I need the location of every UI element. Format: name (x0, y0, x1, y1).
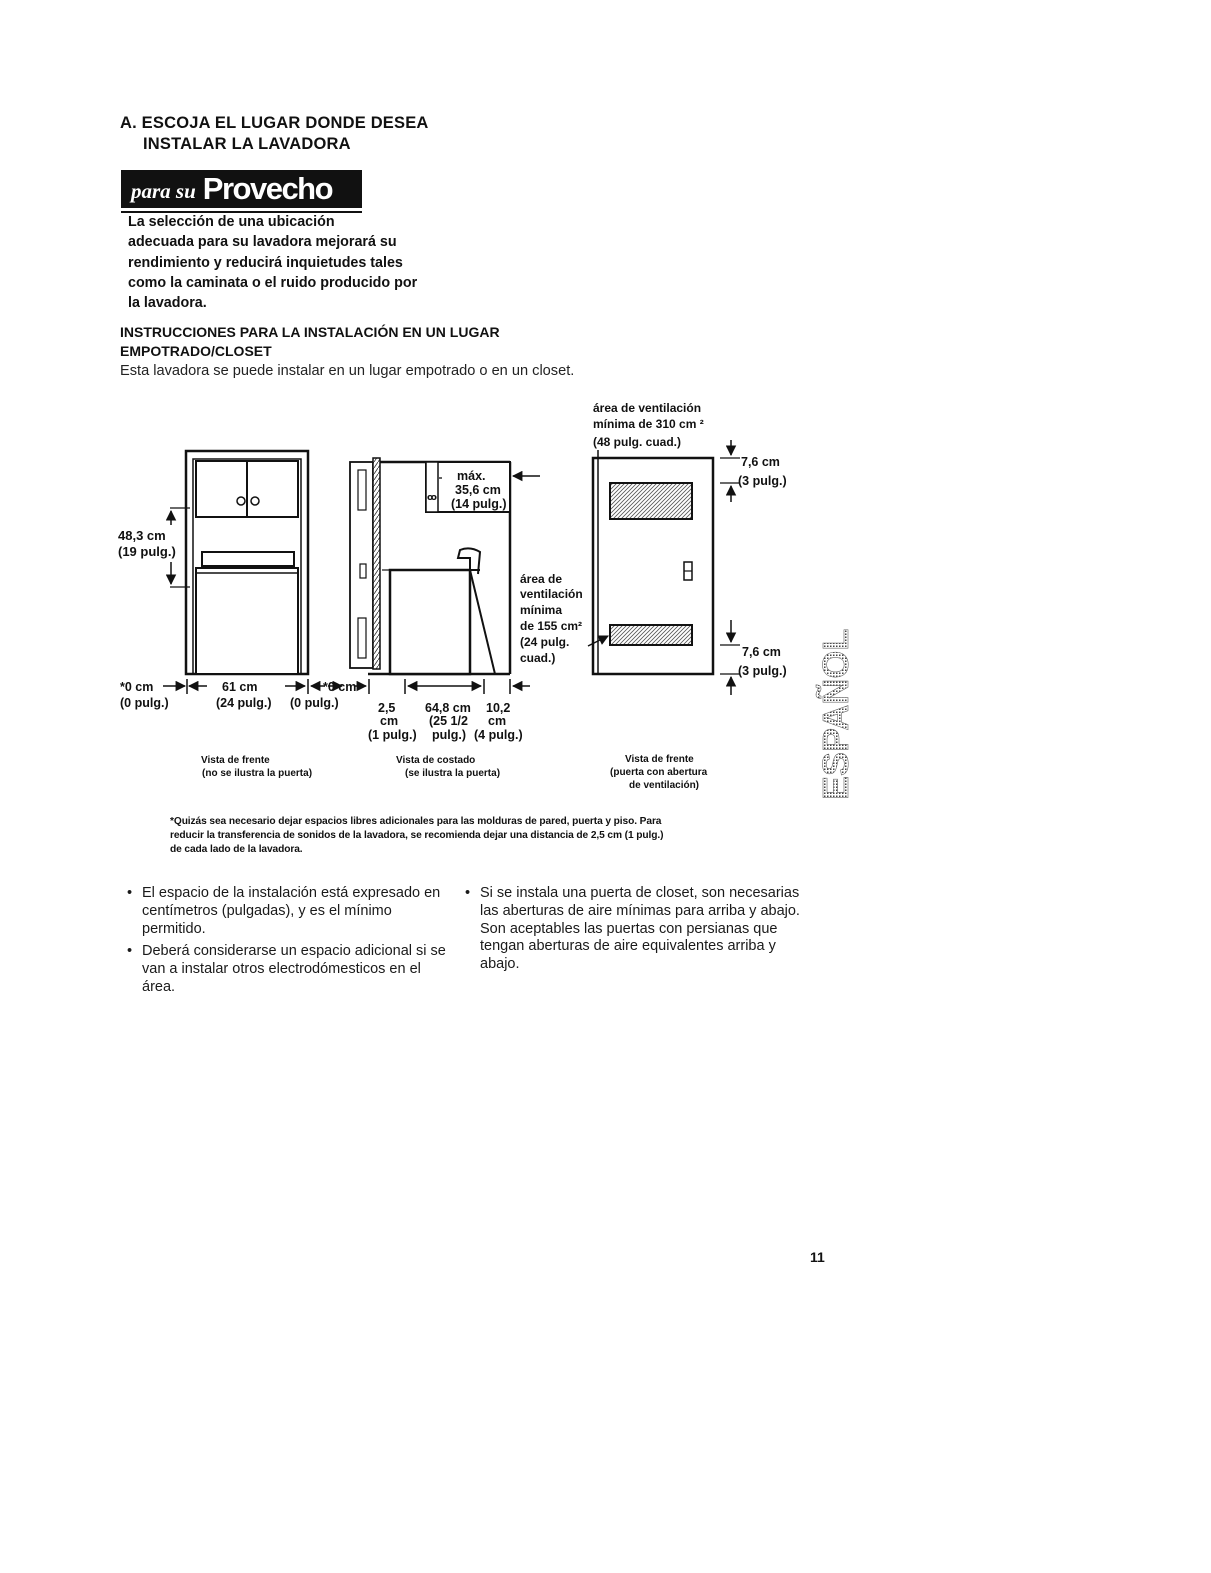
section-title (120, 113, 429, 155)
footnote-line: reducir la transferencia de sonidos de la lavadora, se recomienda dejar una distancia de 2,5 cm (1 pulg.) (170, 830, 664, 841)
side-tab-label: ESPAÑOL (815, 628, 856, 800)
intro-line: La selección de una ubicación (128, 214, 335, 230)
language-side-tab (812, 605, 862, 805)
footnote (170, 815, 770, 857)
door-top-cm: 7,6 cm (741, 455, 780, 469)
badge-strong-text: Provecho (202, 171, 333, 206)
installation-diagram (110, 390, 810, 800)
instructions-body: Esta lavadora se puede instalar en un lugar empotrado o en un closet. (120, 363, 575, 379)
side-gap2-cm: cm (488, 714, 507, 728)
side-view (323, 458, 583, 779)
washer-console (202, 552, 294, 566)
intro-line: como la caminata o el ruido producido por (128, 274, 418, 291)
bullet-item: • El espacio de la instalación está expresado en centímetros (pulgadas), y es el mínimo permitido. (127, 885, 457, 938)
door-top-in: (3 pulg.) (738, 474, 787, 488)
top-vent (610, 483, 692, 519)
side-vent-line: área de (520, 572, 563, 586)
door-vent-title1: área de ventilación (593, 401, 702, 415)
door-bottom-cm: 7,6 cm (742, 645, 781, 659)
front-height-in: (19 pulg.) (118, 544, 176, 559)
side-vent-line: ventilación (520, 587, 583, 601)
side-gap2-in: (4 pulg.) (474, 728, 523, 742)
bullet-item: • Si se instala una puerta de closet, son necesarias las aberturas de aire mínimas para arriba y abajo. Son aceptables las puertas con persianas que tengan aberturas de aire equivalentes arriba y abajo. (465, 885, 805, 974)
side-max-in: (14 pulg.) (451, 497, 507, 511)
side-depth-cm: 64,8 cm (425, 701, 471, 715)
door-caption3: de ventilación) (629, 780, 700, 791)
door-view (588, 401, 787, 791)
front-width-cm: 61 cm (222, 680, 258, 694)
front-left-gap-cm: *0 cm (120, 680, 154, 694)
intro-line: la lavadora. (128, 295, 207, 312)
side-gap1-value: 2,5 (378, 701, 396, 715)
side-vent-line: mínima (520, 603, 563, 617)
intro-paragraph (128, 212, 488, 313)
bullet-list-left (127, 885, 457, 1002)
svg-text:ꝏ: ꝏ (427, 492, 437, 502)
front-left-gap-in: (0 pulg.) (120, 696, 169, 710)
side-max-cm: 35,6 cm (455, 483, 501, 497)
side-vent-line: (24 pulg. (520, 635, 570, 649)
para-su-provecho-badge (121, 170, 362, 208)
intro-line: rendimiento y reducirá inquietudes tales (128, 254, 403, 271)
washer-body (196, 568, 298, 674)
footnote-line: *Quizás sea necesario dejar espacios libres adicionales para las molduras de pared, puerta y piso. Para (170, 816, 662, 827)
cabinet-knob (237, 497, 245, 505)
wall-section (373, 458, 380, 669)
bullet-item: • Deberá considerarse un espacio adicional si se van a instalar otros electrodómesticos en el área. (127, 943, 457, 996)
front-width-in: (24 pulg.) (216, 696, 272, 710)
side-gap1-in: (1 pulg.) (368, 728, 417, 742)
instructions-heading (120, 323, 500, 361)
side-gap1-cm: cm (380, 714, 399, 728)
section-title-line2: INSTALAR LA LAVADORA (143, 135, 351, 153)
section-title-line1: A. ESCOJA EL LUGAR DONDE DESEA (120, 114, 429, 132)
door-caption1: Vista de frente (625, 754, 694, 765)
cabinet-knob (251, 497, 259, 505)
page-number: 11 (810, 1249, 825, 1265)
door-bottom-in: (3 pulg.) (738, 664, 787, 678)
door-panel (350, 462, 373, 668)
front-caption2: (no se ilustra la puerta) (202, 768, 313, 779)
front-view (118, 451, 339, 779)
door-vent-title3: (48 pulg. cuad.) (593, 435, 682, 449)
side-vent-line: cuad.) (520, 651, 556, 665)
washer-side (390, 570, 470, 674)
side-caption1: Vista de costado (396, 755, 476, 766)
side-gap-cm: *0 cm (323, 680, 357, 694)
intro-line: adecuada para su lavadora mejorará su (128, 234, 397, 251)
bottom-vent (610, 625, 692, 645)
front-caption1: Vista de frente (201, 755, 270, 766)
front-height-cm: 48,3 cm (118, 528, 166, 543)
side-depth-in-unit: pulg.) (432, 728, 467, 742)
side-max-label: máx. (457, 469, 486, 483)
footnote-line: de cada lado de la lavadora. (170, 844, 303, 855)
side-vent-line: de 155 cm² (520, 619, 583, 633)
badge-italic-text: para su (131, 179, 196, 203)
instructions-heading-line2: EMPOTRADO/CLOSET (120, 343, 272, 359)
door-caption2: (puerta con abertura (610, 767, 708, 778)
instructions-heading-line1: INSTRUCCIONES PARA LA INSTALACIÓN EN UN LUGAR (120, 324, 500, 340)
side-gap2-value: 10,2 (486, 701, 511, 715)
side-depth-in-value: (25 1/2 (429, 714, 468, 728)
side-caption2: (se ilustra la puerta) (405, 768, 501, 779)
door-vent-title2: mínima de 310 cm ² (593, 417, 704, 431)
bullet-list-right (465, 885, 805, 979)
front-right-gap-in: (0 pulg.) (290, 696, 339, 710)
